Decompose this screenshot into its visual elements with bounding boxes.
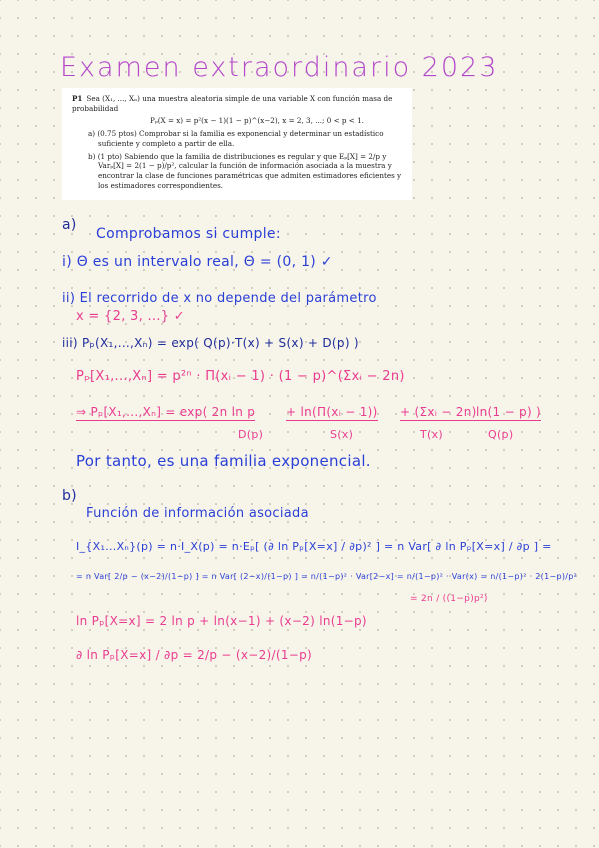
joint-pmf: Pₚ[X₁,...,Xₙ] = p²ⁿ · Π(xᵢ − 1) · (1 − p)^(Σxᵢ − 2n) [76, 369, 405, 384]
log-pmf: ln Pₚ[X=x] = 2 ln p + ln(x−1) + (x−2) ln(1−p) [76, 614, 367, 628]
problem-part-b: b) (1 pto) Sabiendo que la familia de distribuciones es regular y que Eₚ[X] = 2/p y Varₚ[X] = 2(1 − p)/p², calcular la función de información asociada a la muestra y encontrar la clase de funciones paramétricas que admiten estimadores eficientes y los estimadores correspondientes. [88, 151, 402, 190]
score-function: ∂ ln Pₚ[X=x] / ∂p = 2/p − (x−2)/(1−p) [76, 648, 313, 662]
exp-form-part3: + (Σxᵢ − 2n) [400, 405, 477, 419]
condition-iii: iii) Pₚ(X₁,...,Xₙ) = exp( Q(p)·T(x) + S(x) + D(p) ) [62, 336, 359, 350]
part-a-conclusion: Por tanto, es una familia exponencial. [76, 452, 371, 470]
information-result: = 2n / ((1−p)p²) [410, 594, 488, 604]
condition-i: i) Θ es un intervalo real, Θ = (0, 1) ✓ [62, 254, 333, 270]
part-b-label: b) [62, 488, 77, 504]
label-qp: Q(p) [488, 428, 514, 441]
problem-part-a: a) (0.75 ptos) Comprobar si la familia es exponencial y determinar un estadístico suficiente y completo a partir de ella. [88, 129, 384, 148]
problem-intro-text: Sea (X₁, ..., Xₙ) una muestra aleatoria simple de una variable X con función masa de probabilidad [72, 94, 393, 113]
exp-form-part1: ⇒ Pₚ[X₁,...,Xₙ] = exp( 2n ln p [76, 405, 256, 419]
information-line-1: I_{X₁...Xₙ}(p) = n·I_X(p) = n·Eₚ[ (∂ ln Pₚ[X=x] / ∂p)² ] = n Var[ ∂ ln Pₚ[X=x] / ∂p ] = [76, 540, 552, 553]
part-a-intro: Comprobamos si cumple: [96, 226, 281, 242]
information-line-2: = n Var[ 2/p − (x−2)/(1−p) ] = n Var[ (2−x)/(1−p) ] = n/(1−p)² · Var[2−x] = n/(1−p)² · Var(x) = n/(1−p)² · 2(1−p)/p² [76, 572, 578, 581]
exp-form-part2: + ln(Π(xᵢ − 1)) [286, 405, 378, 419]
page-title: Examen extraordinario 2023 [60, 52, 499, 83]
condition-ii-support: x = {2, 3, ...} ✓ [76, 309, 185, 324]
problem-id: P1 [72, 94, 83, 103]
label-sx: S(x) [330, 428, 354, 441]
label-tx: T(x) [420, 428, 444, 441]
problem-formula: Pₚ(X = x) = p²(x − 1)(1 − p)^(x−2), x = 2, 3, ...; 0 < p < 1. [150, 116, 364, 126]
problem-intro [72, 94, 402, 113]
label-dp: D(p) [238, 428, 264, 441]
condition-ii: ii) El recorrido de x no depende del parámetro [62, 291, 377, 306]
exp-form-part4: ln(1 − p) ) [476, 405, 542, 419]
problem-statement [62, 88, 412, 200]
part-b-heading: Función de información asociada [86, 506, 309, 521]
part-a-label: a) [62, 217, 77, 233]
